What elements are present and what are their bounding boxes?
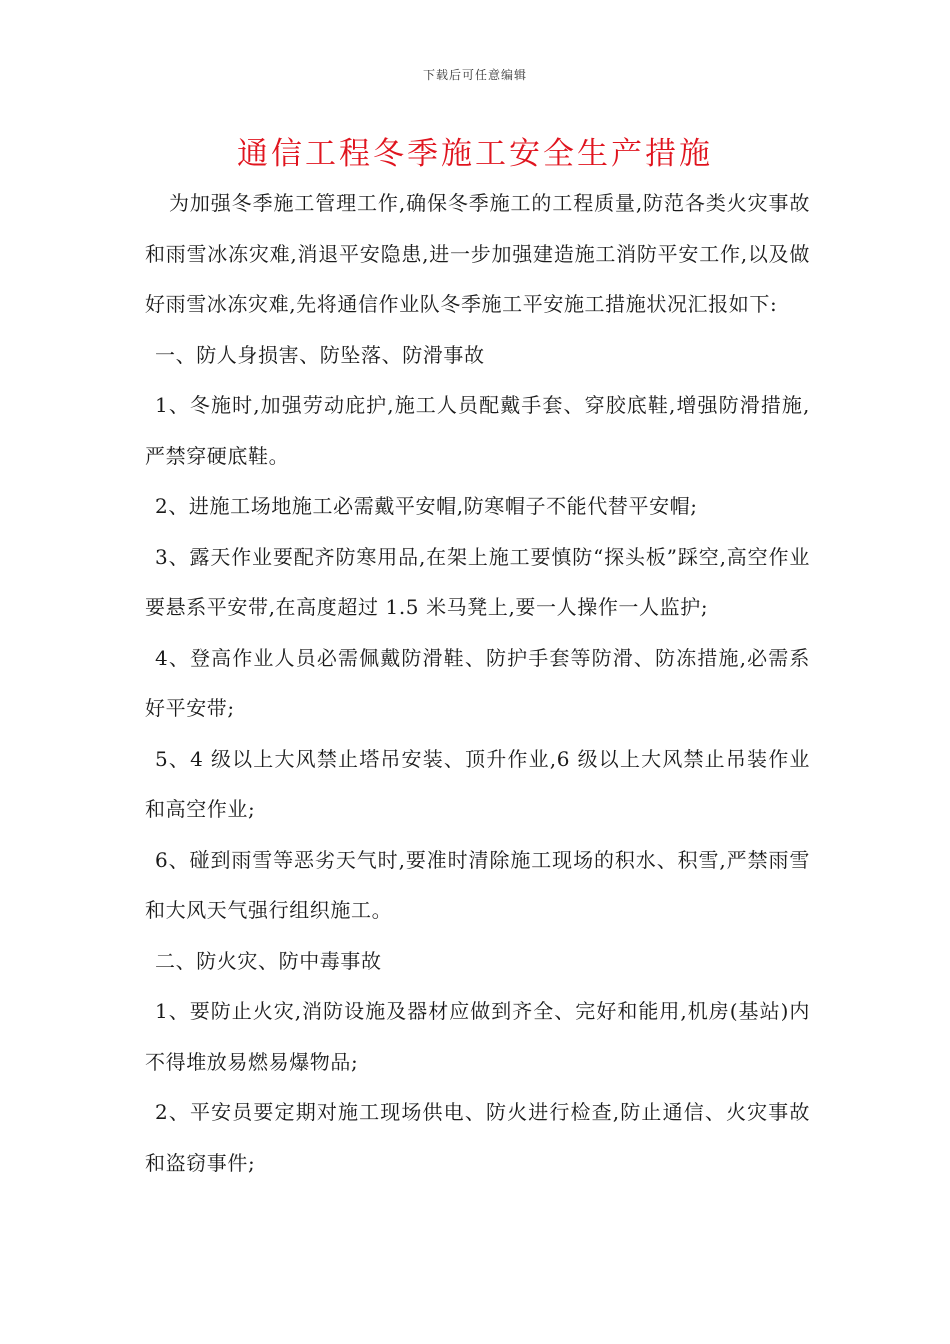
- document-body: [145, 178, 810, 1188]
- document-title: 通信工程冬季施工安全生产措施: [237, 136, 713, 172]
- list-item: 5、4 级以上大风禁止塔吊安装、顶升作业,6 级以上大风禁止吊装作业和高空作业;: [145, 746, 810, 821]
- list-item: 4、登高作业人员必需佩戴防滑鞋、防护手套等防滑、防冻措施,必需系好平安带;: [145, 645, 810, 720]
- list-item: 2、平安员要定期对施工现场供电、防火进行检查,防止通信、火灾事故和盗窃事件;: [145, 1100, 810, 1175]
- section-heading-2: 二、防火灾、防中毒事故: [155, 948, 382, 973]
- section-heading-1: 一、防人身损害、防坠落、防滑事故: [155, 342, 485, 367]
- list-item: 3、露天作业要配齐防寒用品,在架上施工要慎防“探头板”踩空,高空作业要悬系平安带,在高度超过 1.5 米马凳上,要一人操作一人监护;: [145, 544, 810, 619]
- list-item: 6、碰到雨雪等恶劣天气时,要准时清除施工现场的积水、积雪,严禁雨雪和大风天气强行组织施工。: [145, 847, 810, 922]
- paragraph-intro: 为加强冬季施工管理工作,确保冬季施工的工程质量,防范各类火灾事故和雨雪冰冻灾难,消退平安隐患,进一步加强建造施工消防平安工作,以及做好雨雪冰冻灾难,先将通信作业队冬季施工平安施工措施状况汇报如下:: [145, 191, 810, 316]
- list-item: 2、进施工场地施工必需戴平安帽,防寒帽子不能代替平安帽;: [155, 494, 698, 518]
- header-note: 下载后可任意编辑: [422, 68, 527, 82]
- list-item: 1、冬施时,加强劳动庇护,施工人员配戴手套、穿胶底鞋,增强防滑措施,严禁穿硬底鞋。: [145, 393, 810, 468]
- list-item: 1、要防止火灾,消防设施及器材应做到齐全、完好和能用,机房(基站)内不得堆放易燃易爆物品;: [145, 999, 810, 1074]
